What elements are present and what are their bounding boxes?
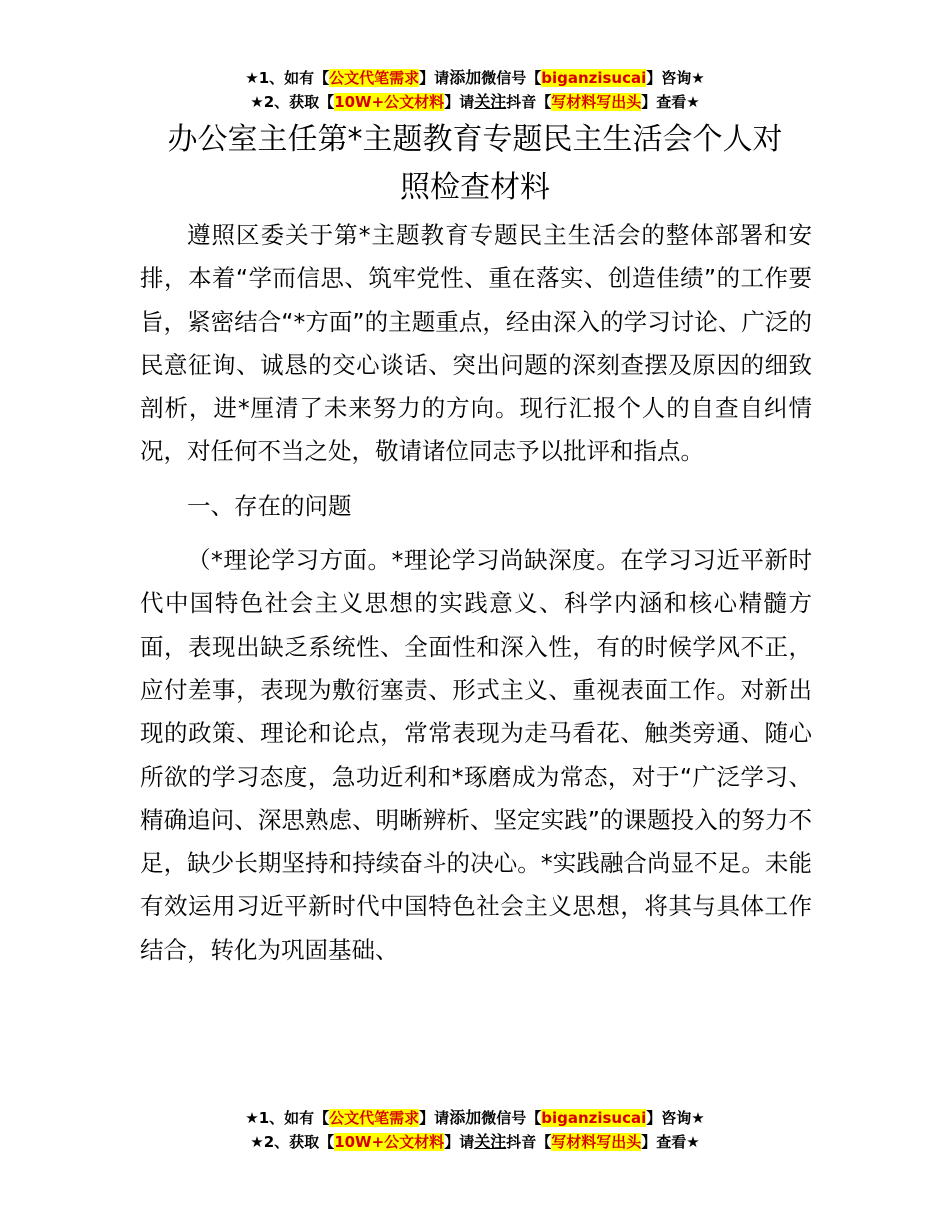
banner-line-1	[0, 1106, 950, 1130]
banner-highlight: 写材料写出头	[551, 93, 642, 111]
banner-text: 】请	[444, 1133, 475, 1151]
intro-paragraph: 遵照区委关于第*主题教育专题民主生活会的整体部署和安排，本着“学而信思、筑牢党性、重在落实、创造佳绩”的工作要旨，紧密结合“*方面”的主题重点，经由深入的学习讨论、广泛的民意征询、诚恳的交心谈话、突出问题的深刻查摆及原因的细致剖析，进*厘清了未来努力的方向。现行汇报个人的自查自纠情况，对任何不当之处，敬请诸位同志予以批评和指点。	[140, 221, 812, 466]
banner-text: 】查看★	[641, 93, 700, 111]
banner-text: 】请	[444, 93, 475, 111]
banner-highlight: 公文代笔需求	[329, 1109, 420, 1127]
banner-line-1	[0, 66, 950, 90]
banner-text: 】请	[419, 1109, 450, 1127]
header-banner	[0, 66, 950, 114]
banner-text: 】请	[419, 69, 450, 87]
banner-emphasis: 关注	[474, 1132, 507, 1151]
banner-text: ★1、如有【	[245, 69, 330, 87]
banner-highlight: 公文代笔需求	[329, 69, 420, 87]
banner-text: 】查看★	[641, 1133, 700, 1151]
banner-highlight: biganzisucai	[541, 1109, 647, 1127]
footer-banner	[0, 1106, 950, 1154]
banner-emphasis: 添加	[449, 68, 482, 87]
section-heading: 一、存在的问题	[187, 491, 352, 520]
banner-text: 抖音【	[506, 1133, 552, 1151]
banner-line-2	[0, 90, 950, 114]
banner-line-2	[0, 1130, 950, 1154]
banner-highlight: biganzisucai	[541, 69, 647, 87]
banner-emphasis: 添加	[449, 1108, 482, 1127]
title-line-2: 照检查材料	[400, 170, 550, 205]
banner-text: 】咨询★	[646, 69, 705, 87]
document-title	[0, 116, 950, 212]
banner-highlight: 写材料写出头	[551, 1133, 642, 1151]
banner-text: 抖音【	[506, 93, 552, 111]
banner-highlight: 10W+公文材料	[334, 1133, 445, 1151]
banner-highlight: 10W+公文材料	[334, 93, 445, 111]
document-body	[140, 214, 812, 972]
banner-text: 微信号【	[481, 1109, 542, 1127]
banner-text: 微信号【	[481, 69, 542, 87]
banner-text: ★2、获取【	[250, 1133, 335, 1151]
banner-text: 】咨询★	[646, 1109, 705, 1127]
title-line-1: 办公室主任第*主题教育专题民主生活会个人对	[167, 122, 783, 157]
banner-text: ★2、获取【	[250, 93, 335, 111]
banner-emphasis: 关注	[474, 92, 507, 111]
body-paragraph: （*理论学习方面。*理论学习尚缺深度。在学习习近平新时代中国特色社会主义思想的实践意义、科学内涵和核心精髓方面，表现出缺乏系统性、全面性和深入性，有的时候学风不正，应付差事，表现为敷衍塞责、形式主义、重视表面工作。对新出现的政策、理论和论点，常常表现为走马看花、触类旁通、随心所欲的学习态度，急功近利和*琢磨成为常态，对于“广泛学习、精确追问、深思熟虑、明晰辨析、坚定实践”的课题投入的努力不足，缺少长期坚持和持续奋斗的决心。*实践融合尚显不足。未能有效运用习近平新时代中国特色社会主义思想，将其与具体工作结合，转化为巩固基础、	[140, 546, 812, 964]
banner-text: ★1、如有【	[245, 1109, 330, 1127]
